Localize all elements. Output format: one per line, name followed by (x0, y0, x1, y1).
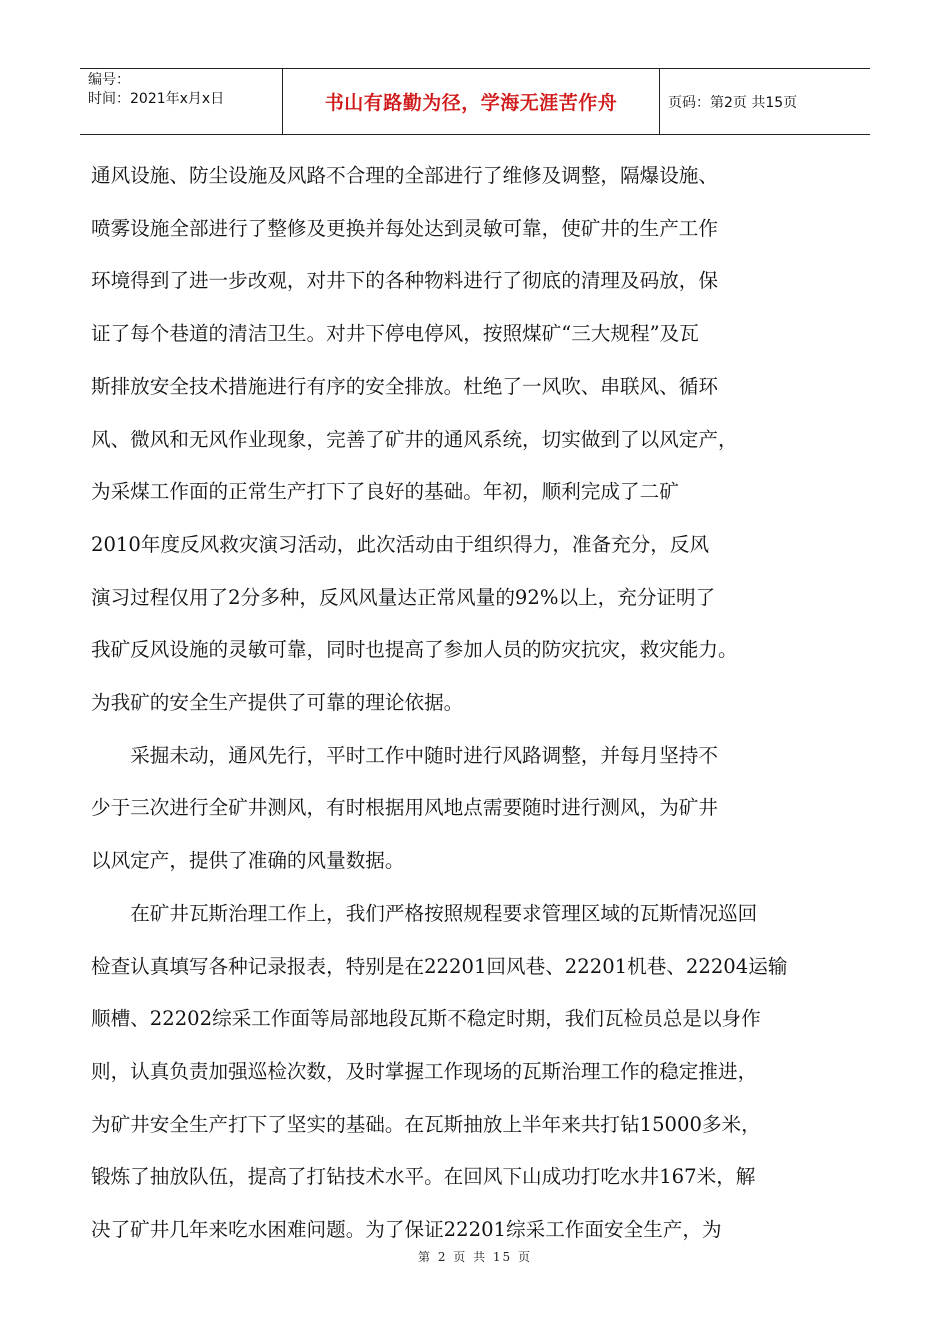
text-line: 采掘未动，通风先行，平时工作中随时进行风路调整，并每月坚持不 (130, 743, 718, 767)
text-line: 斯排放安全技术措施进行有序的安全排放。杜绝了一风吹、串联风、循环 (91, 374, 718, 398)
header-page-label: 页码：第2页 共15页 (668, 94, 798, 111)
text-line: 2010年度反风救灾演习活动，此次活动由于组织得力，准备充分，反风 (91, 532, 710, 556)
text-line: 证了每个巷道的清洁卫生。对井下停电停风，按照煤矿“三大规程”及瓦 (91, 322, 699, 346)
text-line: 为我矿的安全生产提供了可靠的理论依据。 (91, 691, 464, 715)
document-time-label: 时间：2021年x月x日 (88, 91, 225, 107)
text-line: 环境得到了进一步改观，对井下的各种物料进行了彻底的清理及码放，保 (91, 269, 718, 293)
text-line: 则，认真负责加强巡检次数，及时掌握工作现场的瓦斯治理工作的稳定推进， (91, 1059, 758, 1083)
header-page-cell (660, 69, 870, 134)
text-line: 演习过程仅用了2分多种，反风风量达正常风量的92%以上，充分证明了 (91, 585, 716, 609)
paragraph-1 (91, 150, 871, 730)
header-info-cell (80, 69, 283, 134)
paragraph-3 (91, 888, 871, 1257)
text-line: 我矿反风设施的灵敏可靠，同时也提高了参加人员的防灾抗灾，救灾能力。 (91, 638, 738, 662)
document-number-label: 编号： (88, 72, 130, 88)
text-line: 为矿井安全生产打下了坚实的基础。在瓦斯抽放上半年来共打钻15000多米， (91, 1112, 761, 1136)
paragraph-2 (91, 730, 871, 888)
text-line: 检查认真填写各种记录报表，特别是在22201回风巷、22201机巷、22204运输 (91, 954, 788, 978)
text-line: 通风设施、防尘设施及风路不合理的全部进行了维修及调整，隔爆设施、 (91, 164, 718, 187)
page-footer (0, 1248, 950, 1265)
header-motto: 书山有路勤为径，学海无涯苦作舟 (324, 92, 618, 114)
header-motto-cell (283, 69, 660, 134)
document-body (91, 150, 871, 1257)
text-line: 以风定产，提供了准确的风量数据。 (91, 849, 405, 873)
text-line: 顺槽、22202综采工作面等局部地段瓦斯不稳定时期，我们瓦检员总是以身作 (91, 1007, 761, 1031)
text-line: 喷雾设施全部进行了整修及更换并每处达到灵敏可靠，使矿井的生产工作 (91, 216, 718, 240)
text-line: 风、微风和无风作业现象，完善了矿井的通风系统，切实做到了以风定产， (91, 427, 738, 451)
footer-page-number: 第 2 页 共 15 页 (418, 1250, 532, 1264)
text-line: 在矿井瓦斯治理工作上，我们严格按照规程要求管理区域的瓦斯情况巡回 (130, 901, 758, 925)
text-line: 决了矿井几年来吃水困难问题。为了保证22201综采工作面安全生产，为 (91, 1218, 722, 1242)
text-line: 少于三次进行全矿井测风，有时根据用风地点需要随时进行测风，为矿井 (91, 796, 718, 820)
header-table (80, 68, 870, 135)
text-line: 锻炼了抽放队伍，提高了打钻技术水平。在回风下山成功打吃水井167米，解 (91, 1165, 756, 1189)
text-line: 为采煤工作面的正常生产打下了良好的基础。年初，顺利完成了二矿 (91, 480, 679, 504)
